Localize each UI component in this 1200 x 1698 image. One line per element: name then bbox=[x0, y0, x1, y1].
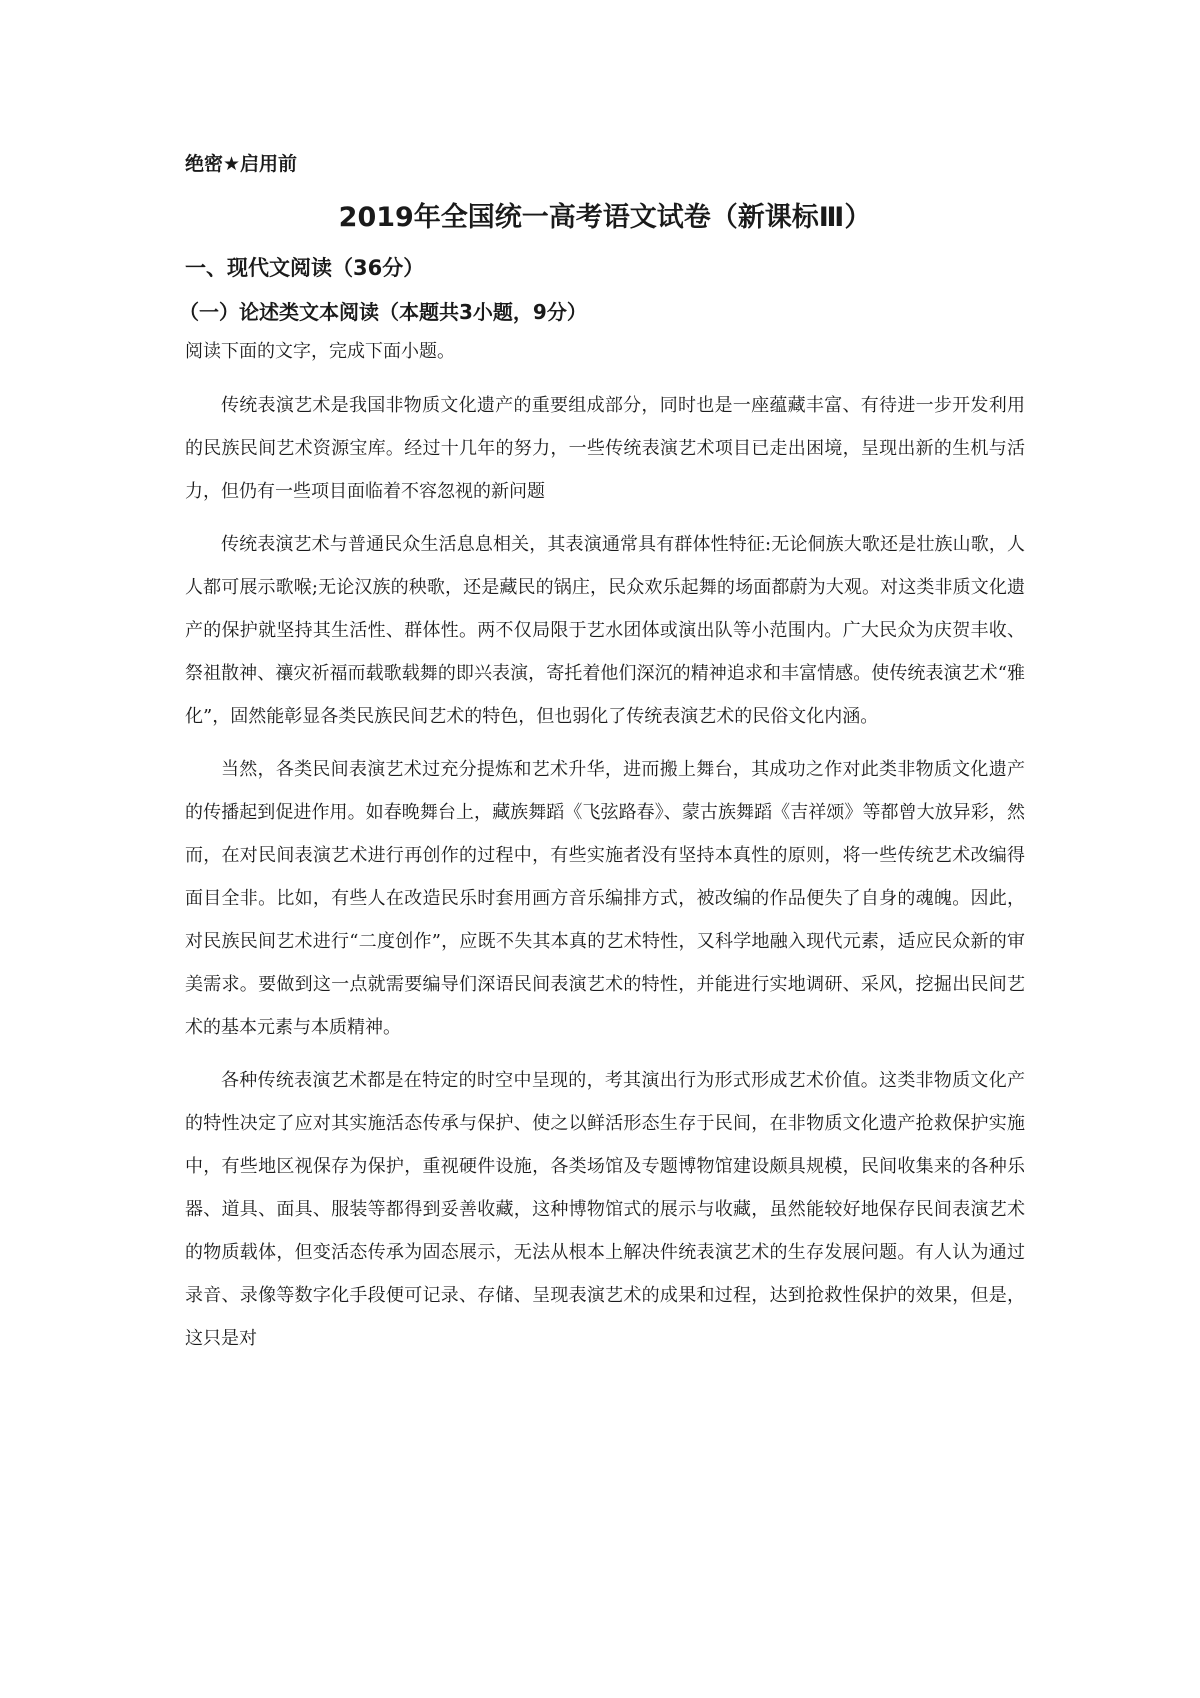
page-content bbox=[179, 150, 1025, 1370]
section-heading: 一、现代文阅读（36分） bbox=[185, 256, 425, 280]
passage-paragraph-3: 当然，各类民间表演艺术过充分提炼和艺术升华，进而搬上舞台，其成功之作对此类非物质文化遗产的传播起到促进作用。如春晚舞台上，藏族舞蹈《飞弦路春》、蒙古族舞蹈《吉祥颂》等都曾大放异彩，然而，在对民间表演艺术进行再创作的过程中，有些实施者没有坚持本真性的原则，将一些传统艺术改编得面目全非。比如，有些人在改造民乐时套用画方音乐编排方式，被改编的作品便失了自身的魂魄。因此，对民族民间艺术进行“二度创作”，应既不失其本真的艺术特性，又科学地融入现代元素，适应民众新的审美需求。要做到这一点就需要编导们深语民间表演艺术的特性，并能进行实地调研、采风，挖掘出民间艺术的基本元素与本质精神。 bbox=[185, 759, 1025, 1038]
passage-paragraph-1: 传统表演艺术是我国非物质文化遗产的重要组成部分，同时也是一座蕴藏丰富、有待进一步开发利用的民族民间艺术资源宝库。经过十几年的努力，一些传统表演艺术项目已走出困境，呈现出新的生机与活力，但仍有一些项目面临着不容忽视的新问题 bbox=[185, 395, 1025, 502]
reading-instruction: 阅读下面的文字，完成下面小题。 bbox=[185, 341, 455, 362]
classification-label: 绝密★启用前 bbox=[185, 153, 298, 175]
passage-paragraph-2: 传统表演艺术与普通民众生活息息相关，其表演通常具有群体性特征:无论侗族大歌还是壮族山歌，人人都可展示歌喉;无论汉族的秧歌，还是藏民的锅庄，民众欢乐起舞的场面都蔚为大观。对这类非质文化遗产的保护就坚持其生活性、群体性。两不仅局限于艺水团体或演出队等小范围内。广大民众为庆贺丰收、祭祖散神、禳灾祈福而载歌载舞的即兴表演，寄托着他们深沉的精神追求和丰富情感。使传统表演艺术“雅化”，固然能彰显各类民族民间艺术的特色，但也弱化了传统表演艺术的民俗文化内涵。 bbox=[185, 534, 1025, 727]
exam-title: 2019年全国统一高考语文试卷（新课标Ⅲ） bbox=[338, 202, 872, 233]
passage-paragraph-4: 各种传统表演艺术都是在特定的时空中呈现的，考其演出行为形式形成艺术价值。这类非物质文化产的特性决定了应对其实施活态传承与保护、使之以鲜活形态生存于民间，在非物质文化遗产抢救保护实施中，有些地区视保存为保护，重视硬件设施，各类场馆及专题博物馆建设颇具规模，民间收集来的各种乐器、道具、面具、服装等都得到妥善收藏，这种博物馆式的展示与收藏，虽然能较好地保存民间表演艺术的物质载体，但变活态传承为固态展示，无法从根本上解决件统表演艺术的生存发展问题。有人认为通过录音、录像等数字化手段便可记录、存储、呈现表演艺术的成果和过程，达到抢救性保护的效果，但是，这只是对 bbox=[185, 1070, 1025, 1349]
subsection-heading: （一）论述类文本阅读（本题共3小题，9分） bbox=[179, 300, 587, 324]
